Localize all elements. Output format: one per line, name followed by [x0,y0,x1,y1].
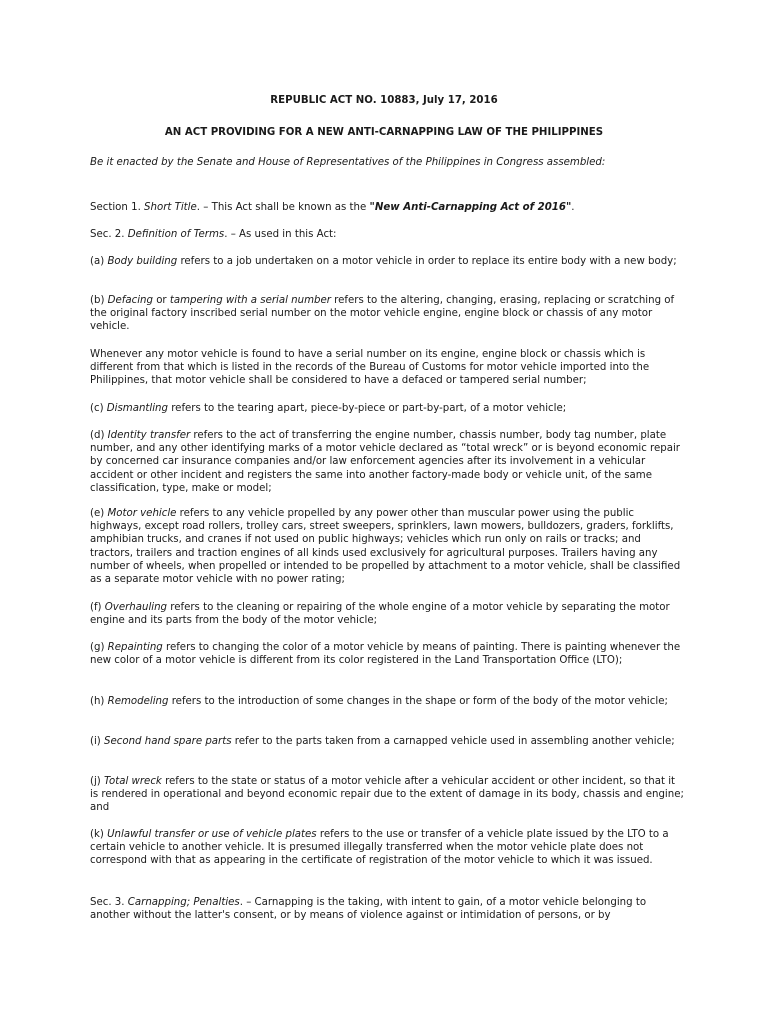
act-title: REPUBLIC ACT NO. 10883, July 17, 2016 [270,95,498,106]
definition-b-continuation: Whenever any motor vehicle is found to have a serial number on its engine, engine block or chassis which is different from that which is listed in the records of the Bureau of Customs for motor vehicle imported into the Philippines, that motor vehicle shall be considered to have a defaced or tampered serial number; [90,349,650,387]
section-2: Sec. 2. Definition of Terms. – As used in this Act: [90,229,337,240]
section-1: Section 1. Short Title. – This Act shall be known as the "New Anti-Carnapping Act of 2016". [90,202,575,213]
definition-k: (k) Unlawful transfer or use of vehicle plates refers to the use or transfer of a vehicle plate issued by the LTO to a certain vehicle to another vehicle. It is presumed illegally transferred when the motor vehicle plate does not correspond with that as appearing in the certificate of registration of the motor vehicle to which it was issued. [90,829,669,867]
definition-d: (d) Identity transfer refers to the act of transferring the engine number, chassis number, body tag number, plate number, and any other identifying marks of a motor vehicle declared as “total wreck” or is beyond economic repair by concerned car insurance companies and/or law enforcement agencies after its involvement in a vehicular accident or other incident and registers the same into another factory-made body or vehicle unit, of the same classification, type, make or model; [90,430,680,494]
definition-b: (b) Defacing or tampering with a serial number refers to the altering, changing, erasing, replacing or scratching of the original factory inscribed serial number on the motor vehicle engine, engine block or chassis of any motor vehicle. [90,295,675,333]
definition-c: (c) Dismantling refers to the tearing apart, piece-by-piece or part-by-part, of a motor vehicle; [90,403,567,414]
definition-a: (a) Body building refers to a job undertaken on a motor vehicle in order to replace its entire body with a new body; [90,256,677,267]
section-3: Sec. 3. Carnapping; Penalties. – Carnapping is the taking, with intent to gain, of a motor vehicle belonging to another without the latter's consent, or by means of violence against or intimidation of persons, or by [90,897,647,922]
definition-i: (i) Second hand spare parts refer to the parts taken from a carnapped vehicle used in assembling another vehicle; [90,736,675,747]
act-subtitle: AN ACT PROVIDING FOR A NEW ANTI-CARNAPPING LAW OF THE PHILIPPINES [164,127,604,138]
definition-e: (e) Motor vehicle refers to any vehicle propelled by any power other than muscular power using the public highways, except road rollers, trolley cars, street sweepers, sprinklers, lawn mowers, bulldozers, graders, forklifts, amphibian trucks, and cranes if not used on public highways; vehicles which run only on rails or tracks; and tractors, trailers and traction engines of all kinds used exclusively for agricultural purposes. Trailers having any number of wheels, when propelled or intended to be propelled by attachment to a motor vehicle, shall be classified as a separate motor vehicle with no power rating; [90,508,681,586]
enacting-clause: Be it enacted by the Senate and House of Representatives of the Philippines in Congress assembled: [90,157,606,168]
definition-h: (h) Remodeling refers to the introduction of some changes in the shape or form of the body of the motor vehicle; [90,696,668,707]
definition-f: (f) Overhauling refers to the cleaning or repairing of the whole engine of a motor vehicle by separating the motor engine and its parts from the body of the motor vehicle; [90,602,670,627]
definition-j: (j) Total wreck refers to the state or status of a motor vehicle after a vehicular accident or other incident, so that it is rendered in operational and beyond economic repair due to the extent of damage in its body, chassis and engine; and [90,776,684,814]
definition-g: (g) Repainting refers to changing the color of a motor vehicle by means of painting. There is painting whenever the new color of a motor vehicle is different from its color registered in the Land Transportation Office (LTO); [90,642,681,667]
